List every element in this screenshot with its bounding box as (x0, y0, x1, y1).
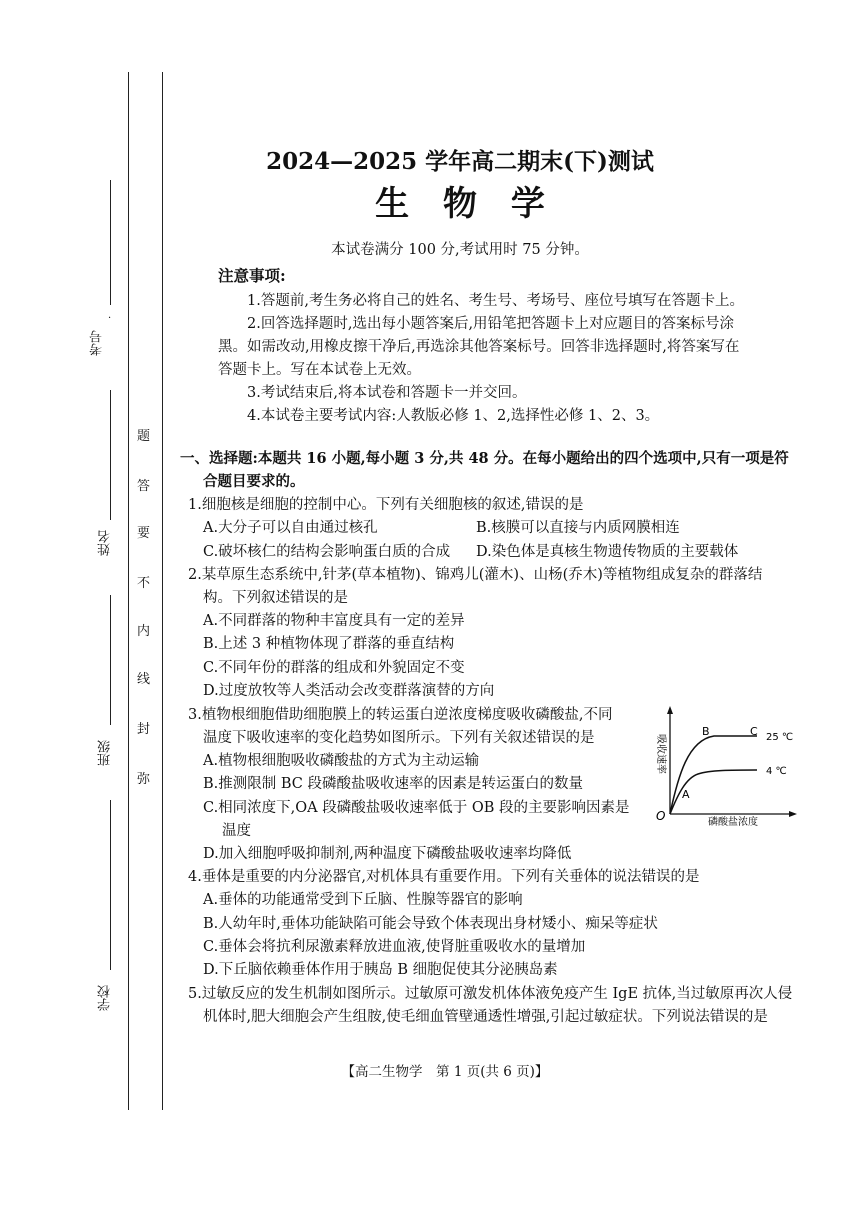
option: A.垂体的功能通常受到下丘脑、性腺等器官的影响 (203, 892, 523, 908)
notice-line: 4.本试卷主要考试内容:人教版必修 1、2,选择性必修 1、2、3。 (247, 408, 660, 424)
name-fill-line (110, 390, 111, 520)
notice-line: 黑。如需改动,用橡皮擦干净后,再选涂其他答案标号。回答非选择题时,将答案写在 (218, 339, 740, 355)
question-stem: 1.细胞核是细胞的控制中心。下列有关细胞核的叙述,错误的是 (188, 497, 584, 513)
name-label: 姓名 (98, 530, 113, 556)
option: C.垂体会将抗利尿激素释放进血液,使肾脏重吸收水的量增加 (203, 939, 586, 955)
curve-25c (670, 736, 757, 814)
option: A.植物根细胞吸收磷酸盐的方式为主动运输 (203, 753, 480, 769)
notice-line: 3.考试结束后,将本试卷和答题卡一并交回。 (247, 385, 527, 401)
point-c-label: C (750, 725, 758, 738)
option: D.加入细胞呼吸抑制剂,两种温度下磷酸盐吸收速率均降低 (203, 846, 572, 862)
option: B.核膜可以直接与内质网膜相连 (476, 520, 680, 536)
option: D.下丘脑依赖垂体作用于胰岛 B 细胞促使其分泌胰岛素 (203, 962, 558, 978)
class-label: 班级 (98, 740, 113, 766)
absorption-rate-figure (652, 706, 797, 826)
notice-line: 1.答题前,考生务必将自己的姓名、考生号、考场号、座位号填写在答题卡上。 (247, 293, 744, 309)
seal-char: 封 (137, 722, 151, 737)
option: C.相同浓度下,OA 段磷酸盐吸收速率低于 OB 段的主要影响因素是 (203, 800, 630, 816)
origin-label: O (656, 809, 666, 823)
seal-char: 内 (137, 624, 151, 639)
page-footer: 【高二生物学 第 1 页(共 6 页)】 (341, 1064, 549, 1080)
option: C.破坏核仁的结构会影响蛋白质的合成 (203, 544, 451, 560)
option: A.大分子可以自由通过核孔 (203, 520, 378, 536)
class-fill-line (110, 595, 111, 725)
notice-heading: 注意事项: (218, 266, 286, 285)
seal-char: 线 (137, 672, 151, 687)
question-stem-cont: 构。下列叙述错误的是 (203, 590, 348, 606)
exam-no-label: 考号 (90, 330, 105, 356)
question-stem-cont: 温度下吸收速率的变化趋势如图所示。下列有关叙述错误的是 (203, 730, 595, 746)
section-heading-cont: 合题目要求的。 (203, 473, 305, 490)
binding-line-outer (128, 72, 129, 1110)
question-stem-cont: 机体时,肥大细胞会产生组胺,使毛细血管壁通透性增强,引起过敏症状。下列说法错误的是 (203, 1009, 768, 1025)
question-stem: 5.过敏反应的发生机制如图所示。过敏原可激发机体体液免疫产生 IgE 抗体,当过敏原再次人侵 (188, 986, 793, 1002)
exam-no-dot: · (108, 313, 112, 324)
option: B.人幼年时,垂体功能缺陷可能会导致个体表现出身材矮小、痴呆等症状 (203, 916, 658, 932)
xlabel: 磷酸盐浓度 (708, 817, 758, 826)
seal-char: 答 (137, 479, 151, 494)
option: C.不同年份的群落的组成和外貌固定不变 (203, 660, 465, 676)
ylabel: 吸收速率 (655, 734, 666, 774)
option: B.上述 3 种植物体现了群落的垂直结构 (203, 636, 455, 652)
option-cont: 温度 (222, 823, 251, 839)
label-25c: 25 ℃ (766, 732, 794, 743)
label-4c: 4 ℃ (766, 766, 787, 777)
question-stem: 2.某草原生态系统中,针茅(草本植物)、锦鸡儿(灌木)、山杨(乔木)等植物组成复杂的群落结 (188, 567, 763, 583)
school-fill-line (110, 800, 111, 970)
option: D.染色体是真核生物遗传物质的主要载体 (476, 544, 739, 560)
point-a-label: A (682, 788, 690, 801)
option: A.不同群落的物种丰富度具有一定的差异 (203, 613, 465, 629)
question-stem: 4.垂体是重要的内分泌器官,对机体具有重要作用。下列有关垂体的说法错误的是 (188, 869, 700, 885)
notice-line: 答题卡上。写在本试卷上无效。 (218, 362, 421, 378)
option: B.推测限制 BC 段磷酸盐吸收速率的因素是转运蛋白的数量 (203, 776, 583, 792)
section-heading: 一、选择题:本题共 16 小题,每小题 3 分,共 48 分。在每小题给出的四个选项中,只有一项是符 (180, 450, 789, 467)
seal-char: 题 (137, 429, 151, 444)
seal-char: 不 (137, 576, 151, 591)
question-stem: 3.植物根细胞借助细胞膜上的转运蛋白逆浓度梯度吸收磷酸盐,不同 (188, 707, 613, 723)
seal-char: 弥 (137, 772, 151, 787)
option: D.过度放牧等人类活动会改变群落演替的方向 (203, 683, 495, 699)
school-label: 学校 (98, 985, 113, 1011)
exam-title: 2024—2025 学年高二期末(下)测试 (266, 148, 654, 175)
notice-line: 2.回答选择题时,选出每小题答案后,用铅笔把答题卡上对应题目的答案标号涂 (247, 316, 735, 332)
binding-line-inner (162, 72, 163, 1110)
point-b-label: B (702, 725, 710, 738)
score-note: 本试卷满分 100 分,考试用时 75 分钟。 (331, 242, 589, 258)
subject-title: 生 物 学 (375, 184, 545, 224)
seal-char: 要 (137, 526, 151, 541)
